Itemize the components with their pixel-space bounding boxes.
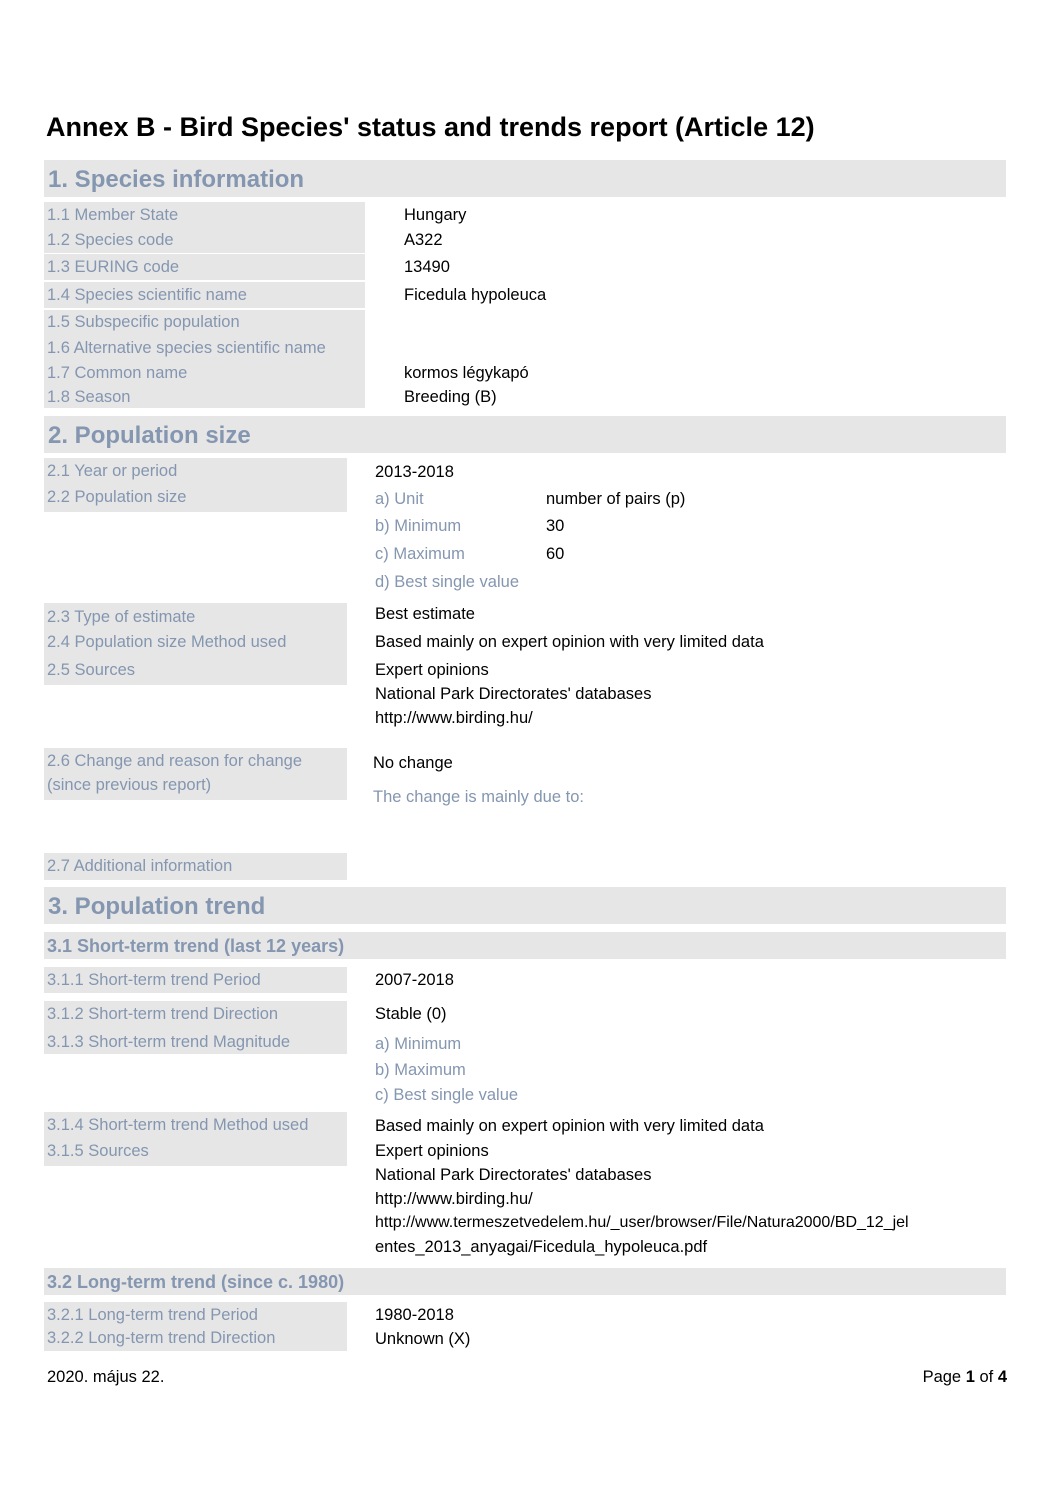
field-label-short-term-magnitude: 3.1.3 Short-term trend Magnitude [47,1033,291,1051]
source-line: http://www.termeszetvedelem.hu/_user/browser/File/Natura2000/BD_12_jel [375,1214,909,1231]
source-line: entes_2013_anyagai/Ficedula_hypoleuca.pdf [375,1238,708,1256]
field-value-species-code: A322 [404,231,443,249]
field-value-change: No change [373,754,453,772]
field-label-common-name: 1.7 Common name [47,364,188,382]
field-label-long-term-period: 3.2.1 Long-term trend Period [47,1306,258,1324]
field-label-long-term-direction: 3.2.2 Long-term trend Direction [47,1329,276,1347]
source-line: http://www.birding.hu/ [375,1190,533,1208]
subsection-short-term-trend: 3.1 Short-term trend (last 12 years) [44,932,1006,959]
section-species-information: 1. Species information [44,160,1006,197]
field-label-type-of-estimate: 2.3 Type of estimate [47,608,196,626]
sub-label-minimum: b) Minimum [375,517,462,535]
field-value-year-or-period: 2013-2018 [375,463,454,481]
field-label-method-used: 2.4 Population size Method used [47,633,287,651]
sub-label-change-reason: The change is mainly due to: [373,788,584,806]
source-line: National Park Directorates' databases [375,685,652,703]
field-label-scientific-name: 1.4 Species scientific name [47,286,247,304]
field-label-year-or-period: 2.1 Year or period [47,462,178,480]
field-label-subspecific-population: 1.5 Subspecific population [47,313,240,331]
field-value-season: Breeding (B) [404,388,497,406]
sub-label-maximum: c) Maximum [375,545,465,563]
field-value-maximum: 60 [546,545,565,563]
field-label-population-size: 2.2 Population size [47,488,187,506]
source-line: Expert opinions [375,1142,489,1160]
field-label-additional-information: 2.7 Additional information [47,857,233,875]
field-value-short-term-period: 2007-2018 [375,971,454,989]
page-of: of [974,1368,998,1386]
field-label-short-term-sources: 3.1.5 Sources [47,1142,149,1160]
sub-label-minimum: a) Minimum [375,1035,462,1053]
sub-label-best-single-value: c) Best single value [375,1086,519,1104]
page-current: 1 [965,1368,975,1386]
page-number [923,1368,1007,1387]
sub-label-unit: a) Unit [375,490,424,508]
field-value-method-used: Based mainly on expert opinion with very limited data [375,633,764,651]
field-value-euring-code: 13490 [404,258,450,276]
field-value-short-term-direction: Stable (0) [375,1005,447,1023]
section-population-trend: 3. Population trend [44,887,1006,924]
field-value-member-state: Hungary [404,206,467,224]
field-label-member-state: 1.1 Member State [47,206,179,224]
field-label-change-since: (since previous report) [47,776,212,794]
sub-label-best-single-value: d) Best single value [375,573,519,591]
field-label-short-term-method: 3.1.4 Short-term trend Method used [47,1116,309,1134]
field-label-species-code: 1.2 Species code [47,231,174,249]
field-label-sources: 2.5 Sources [47,661,136,679]
source-line: Expert opinions [375,661,489,679]
page-word: Page [922,1368,966,1386]
field-label-change: 2.6 Change and reason for change [47,752,303,770]
field-value-minimum: 30 [546,517,565,535]
document-title: Annex B - Bird Species' status and trends report (Article 12) [46,112,815,142]
page-total: 4 [997,1368,1007,1386]
subsection-long-term-trend: 3.2 Long-term trend (since c. 1980) [44,1268,1006,1295]
field-label-short-term-period: 3.1.1 Short-term trend Period [47,971,261,989]
section-population-size: 2. Population size [44,416,1006,453]
field-value-long-term-period: 1980-2018 [375,1306,454,1324]
footer-date: 2020. május 22. [47,1368,165,1386]
field-label-short-term-direction: 3.1.2 Short-term trend Direction [47,1005,279,1023]
field-value-long-term-direction: Unknown (X) [375,1330,471,1348]
field-value-type-of-estimate: Best estimate [375,605,475,623]
field-label-alternative-name: 1.6 Alternative species scientific name [47,339,326,357]
field-value-unit: number of pairs (p) [546,490,686,508]
source-line: http://www.birding.hu/ [375,709,533,727]
field-value-scientific-name: Ficedula hypoleuca [404,286,547,304]
source-line: National Park Directorates' databases [375,1166,652,1184]
field-value-short-term-method: Based mainly on expert opinion with very limited data [375,1117,764,1135]
field-label-season: 1.8 Season [47,388,131,406]
field-label-euring-code: 1.3 EURING code [47,258,180,276]
field-value-common-name: kormos légykapó [404,364,529,382]
sub-label-maximum: b) Maximum [375,1061,466,1079]
